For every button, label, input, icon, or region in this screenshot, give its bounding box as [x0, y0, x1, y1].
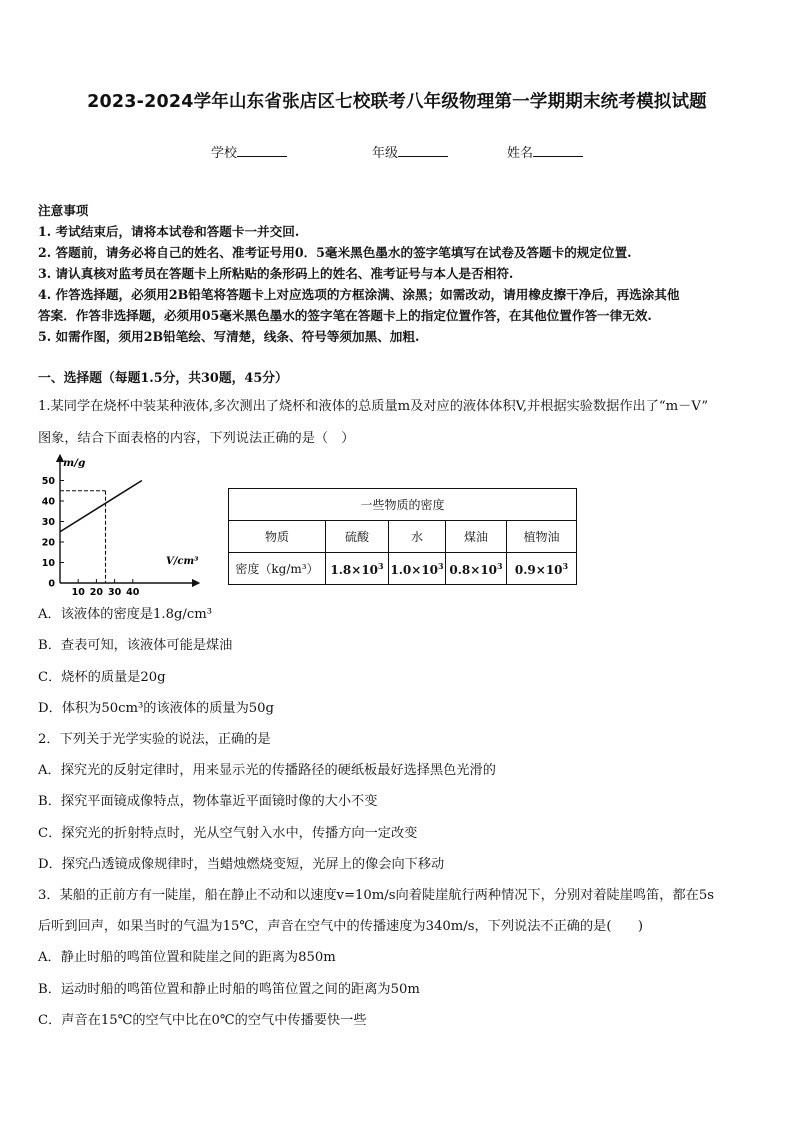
- data-line: [60, 481, 142, 532]
- school-label: 学校: [211, 146, 238, 161]
- density-table-title: 一些物质的密度: [229, 489, 577, 521]
- y-tick-label: 50: [41, 476, 55, 487]
- q1-stem-line2: 图象，结合下面表格的内容，下列说法正确的是（ ）: [38, 431, 355, 446]
- y-axis-label: m/g: [63, 457, 86, 469]
- notice-item: 3. 请认真核对监考员在答题卡上所粘贴的条形码上的姓名、准考证号与本人是否相符.: [38, 266, 514, 281]
- q3-option-a: A．静止时船的鸣笛位置和陡崖之间的距离为850m: [38, 950, 336, 965]
- density-table: [228, 488, 577, 585]
- notice-item: 4. 作答选择题，必须用2B铅笔将答题卡上对应选项的方框涂满、涂黑；如需改动，请用橡皮擦干净后，再选涂其他: [38, 287, 680, 302]
- page-title: 2023-2024学年山东省张店区七校联考八年级物理第一学期期末统考模拟试题: [87, 92, 707, 112]
- grade-field: [372, 142, 448, 161]
- x-tick-label: 30: [107, 587, 122, 598]
- notice-item: 答案．作答非选择题，必须用05毫米黑色墨水的签字笔在答题卡上的指定位置作答，在其他位置作答一律无效.: [38, 308, 652, 323]
- q1-stem-line1: 1.某同学在烧杯中装某种液体,多次测出了烧杯和液体的总质量m及对应的液体体积V,并根据实验数据作出了“m－V”: [38, 399, 709, 414]
- x-axis-label: V/cm³: [166, 556, 199, 567]
- q3-option-b: B．运动时船的鸣笛位置和静止时船的鸣笛位置之间的距离为50m: [38, 982, 420, 997]
- q2-option-a: A．探究光的反射定律时，用来显示光的传播路径的硬纸板最好选择黑色光滑的: [38, 763, 496, 778]
- grade-blank: [398, 144, 448, 157]
- notice-item: 5. 如需作图，须用2B铅笔绘、写清楚，线条、符号等须加黑、加粗.: [38, 329, 420, 344]
- table-header: 植物油: [507, 521, 577, 553]
- q1-option-c: C．烧杯的质量是20g: [38, 670, 166, 685]
- q2-option-c: C．探究光的折射特点时，光从空气射入水中，传播方向一定改变: [38, 826, 418, 841]
- table-header: 硫酸: [326, 521, 389, 553]
- notice-block: [38, 200, 679, 347]
- q3-option-c: C．声音在15℃的空气中比在0℃的空气中传播要快一些: [38, 1013, 367, 1028]
- notice-item: 2. 答题前，请务必将自己的姓名、准考证号用0．5毫米黑色墨水的签字笔填写在试卷及答题卡的规定位置.: [38, 245, 632, 260]
- notice-item: 1. 考试结束后，请将本试卷和答题卡一并交回.: [38, 224, 300, 239]
- density-value: $1.8\times 10^3$: [326, 553, 389, 585]
- name-blank: [533, 144, 583, 157]
- school-blank: [237, 144, 287, 157]
- q1-option-d: D．体积为50cm³的该液体的质量为50g: [38, 701, 275, 716]
- q2-stem: 2．下列关于光学实验的说法，正确的是: [38, 732, 271, 747]
- notice-heading: 注意事项: [38, 203, 89, 218]
- q3-stem-line1: 3．某船的正前方有一陡崖，船在静止不动和以速度v=10m/s向着陡崖航行两种情况下，分别对着陡崖鸣笛，都在5s: [38, 888, 714, 903]
- q3-stem-line2: 后听到回声，如果当时的气温为15℃，声音在空气中的传播速度为340m/s，下列说法不正确的是( ): [38, 919, 644, 934]
- y-tick-label: 20: [41, 537, 55, 549]
- y-tick-label: 40: [41, 496, 55, 508]
- q1-option-a: A．该液体的密度是1.8g/cm³: [38, 607, 213, 622]
- table-header: 水: [389, 521, 446, 553]
- q2-option-b: B．探究平面镜成像特点，物体靠近平面镜时像的大小不变: [38, 794, 378, 809]
- density-value: $0.8\times 10^3$: [446, 553, 507, 585]
- table-header: 煤油: [446, 521, 507, 553]
- q2-option-d: D．探究凸透镜成像规律时，当蜡烛燃烧变短，光屏上的像会向下移动: [38, 857, 445, 872]
- y-tick-label: 30: [41, 517, 55, 528]
- m-v-chart: [36, 450, 206, 598]
- table-header: 物质: [229, 521, 326, 553]
- section-heading: 一、选择题（每题1.5分，共30题，45分）: [38, 371, 288, 386]
- y-tick-label: 0: [48, 578, 55, 590]
- y-tick-label: 10: [41, 558, 55, 569]
- x-tick-label: 20: [89, 587, 104, 598]
- density-value: $1.0\times 10^3$: [389, 553, 446, 585]
- density-value: $0.9\times 10^3$: [507, 553, 577, 585]
- q1-option-b: B．查表可知，该液体可能是煤油: [38, 638, 233, 653]
- x-tick-label: 10: [71, 587, 85, 598]
- x-tick-label: 40: [126, 587, 140, 598]
- density-row-label: 密度（kg/m³）: [229, 553, 326, 585]
- name-field: [507, 142, 583, 161]
- name-label: 姓名: [507, 146, 534, 161]
- school-field: [211, 142, 287, 161]
- grade-label: 年级: [372, 146, 399, 161]
